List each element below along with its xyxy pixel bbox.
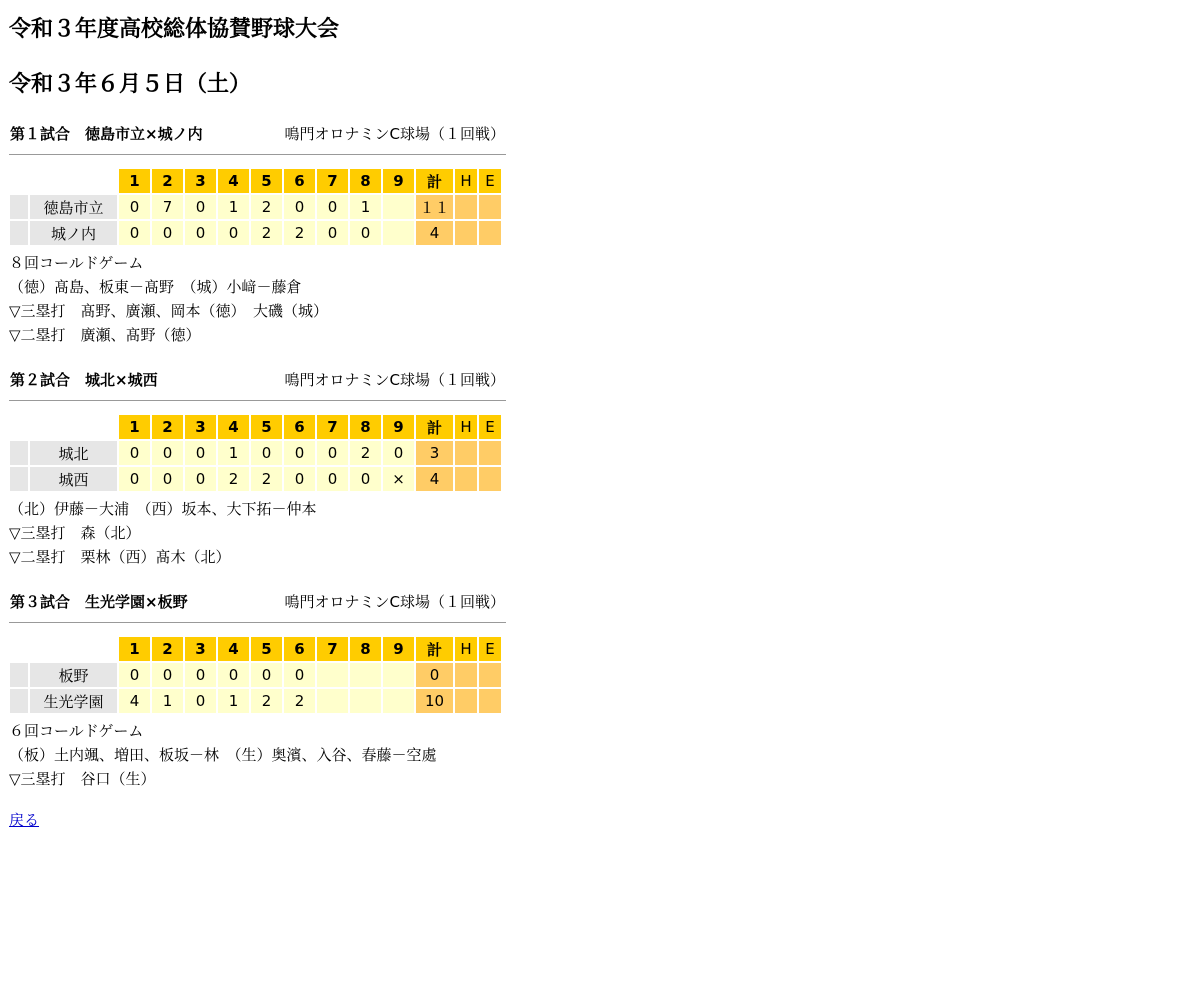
inning-score: 1 [218,195,249,219]
inning-score: 0 [119,441,150,465]
inning-score: 0 [185,467,216,491]
inning-score: 0 [185,221,216,245]
header-cell: 6 [284,415,315,439]
note-line: ８回コールドゲーム [9,254,144,272]
header-cell: H [455,169,477,193]
header-cell: 4 [218,415,249,439]
inning-score: 2 [251,195,282,219]
inning-score: 0 [350,221,381,245]
game-title: 第２試合 城北×城西 [10,371,158,389]
game-notes [9,719,506,791]
game-notes [9,497,506,569]
inning-score: 2 [218,467,249,491]
errors-cell [479,221,501,245]
header-cell: 計 [416,637,453,661]
inning-score: 0 [119,221,150,245]
inning-score: 7 [152,195,183,219]
inning-score: × [383,467,414,491]
row-marker [10,689,28,713]
scoreboard-table [8,635,503,715]
total-runs: 3 [416,441,453,465]
header-cell: 4 [218,637,249,661]
header-cell: 2 [152,169,183,193]
note-line: ▽二塁打 廣瀬、髙野（徳） [9,326,201,344]
inning-score: 2 [350,441,381,465]
header-cell: 8 [350,415,381,439]
back-link[interactable]: 戻る [9,811,40,829]
team-name: 城ノ内 [30,221,117,245]
header-cell: 7 [317,637,348,661]
header-cell: 7 [317,415,348,439]
header-cell: 7 [317,169,348,193]
inning-score: 0 [152,441,183,465]
team-name: 徳島市立 [30,195,117,219]
inning-score: 1 [218,441,249,465]
team-name: 生光学園 [30,689,117,713]
inning-score: 0 [251,441,282,465]
team-name: 城西 [30,467,117,491]
inning-score: 2 [251,689,282,713]
game-section [9,592,506,791]
inning-score: 0 [185,441,216,465]
game-section [9,124,506,347]
inning-score: 1 [152,689,183,713]
scoreboard-header-row [10,169,501,193]
inning-score: 0 [317,195,348,219]
team-name: 板野 [30,663,117,687]
scoreboard-row [10,441,501,465]
inning-score: 0 [284,195,315,219]
inning-score: 0 [218,663,249,687]
inning-score: 0 [185,689,216,713]
blank-cell [10,415,28,439]
inning-score: 0 [185,663,216,687]
header-cell: 8 [350,637,381,661]
inning-score: 0 [350,467,381,491]
scoreboard-table [8,413,503,493]
errors-cell [479,663,501,687]
scoreboard-row [10,221,501,245]
inning-score: 0 [119,663,150,687]
inning-score: 2 [251,221,282,245]
inning-score: 0 [152,467,183,491]
blank-cell [30,415,117,439]
inning-score: 0 [284,467,315,491]
game-venue: 鳴門オロナミンC球場（１回戦） [284,371,505,389]
game-venue: 鳴門オロナミンC球場（１回戦） [284,593,505,611]
games-container [9,124,1191,791]
team-name: 城北 [30,441,117,465]
header-cell: 3 [185,169,216,193]
header-cell: 3 [185,637,216,661]
total-runs: 4 [416,221,453,245]
header-cell: E [479,169,501,193]
inning-score: 0 [317,221,348,245]
inning-score [317,663,348,687]
divider [9,622,506,623]
header-cell: E [479,415,501,439]
row-marker [10,221,28,245]
inning-score: 2 [284,221,315,245]
header-cell: 1 [119,637,150,661]
inning-score: 2 [251,467,282,491]
scoreboard-header-row [10,637,501,661]
header-cell: 計 [416,169,453,193]
header-cell: 1 [119,415,150,439]
inning-score [383,221,414,245]
inning-score: 1 [218,689,249,713]
inning-score: 0 [218,221,249,245]
total-runs: １１ [416,195,453,219]
game-title: 第３試合 生光学園×板野 [10,593,188,611]
blank-cell [10,637,28,661]
scoreboard-row [10,689,501,713]
note-line: ▽三塁打 髙野、廣瀬、岡本（徳） 大磯（城） [9,302,329,320]
note-line: ▽二塁打 栗林（西）髙木（北） [9,548,231,566]
header-cell: H [455,415,477,439]
note-line: ６回コールドゲーム [9,722,144,740]
inning-score: 0 [317,441,348,465]
header-cell: 5 [251,637,282,661]
inning-score: 0 [152,663,183,687]
row-marker [10,441,28,465]
row-marker [10,467,28,491]
header-cell: 2 [152,415,183,439]
page-title: 令和３年度高校総体協賛野球大会 [9,17,340,42]
inning-score: 2 [284,689,315,713]
header-cell: 6 [284,637,315,661]
inning-score: 0 [119,467,150,491]
inning-score: 0 [383,441,414,465]
game-header [9,124,506,144]
header-cell: 8 [350,169,381,193]
inning-score: 0 [152,221,183,245]
total-runs: 4 [416,467,453,491]
hits-cell [455,663,477,687]
note-line: ▽三塁打 森（北） [9,524,141,542]
game-date: 令和３年６月５日（土） [9,72,252,97]
hits-cell [455,195,477,219]
hits-cell [455,221,477,245]
inning-score [383,195,414,219]
header-cell: 6 [284,169,315,193]
row-marker [10,195,28,219]
inning-score [317,689,348,713]
game-notes [9,251,506,347]
inning-score: 0 [317,467,348,491]
total-runs: 10 [416,689,453,713]
game-title: 第１試合 徳島市立×城ノ内 [10,125,203,143]
scoreboard-header-row [10,415,501,439]
header-cell: 9 [383,415,414,439]
errors-cell [479,195,501,219]
row-marker [10,663,28,687]
blank-cell [30,637,117,661]
header-cell: 計 [416,415,453,439]
total-runs: 0 [416,663,453,687]
header-cell: 2 [152,637,183,661]
game-section [9,370,506,569]
header-cell: 1 [119,169,150,193]
game-venue: 鳴門オロナミンC球場（１回戦） [284,125,505,143]
inning-score: 0 [284,663,315,687]
hits-cell [455,467,477,491]
header-cell: 3 [185,415,216,439]
inning-score [350,663,381,687]
inning-score [383,689,414,713]
header-cell: 5 [251,415,282,439]
header-cell: E [479,637,501,661]
game-header [9,592,506,612]
hits-cell [455,689,477,713]
header-cell: 9 [383,169,414,193]
inning-score: 0 [119,195,150,219]
note-line: （北）伊藤－大浦 （西）坂本、大下拓－仲本 [9,500,317,518]
scoreboard-row [10,663,501,687]
inning-score [383,663,414,687]
game-header [9,370,506,390]
header-cell: H [455,637,477,661]
divider [9,154,506,155]
note-line: （徳）髙島、板東－髙野 （城）小﨑－藤倉 [9,278,302,296]
scoreboard-row [10,467,501,491]
scoreboard-table [8,167,503,247]
inning-score [350,689,381,713]
inning-score: 0 [251,663,282,687]
inning-score: 1 [350,195,381,219]
errors-cell [479,441,501,465]
scoreboard-row [10,195,501,219]
note-line: ▽三塁打 谷口（生） [9,770,156,788]
note-line: （板）土内颯、増田、板坂－林 （生）奥濱、入谷、春藤－空處 [9,746,437,764]
divider [9,400,506,401]
header-cell: 9 [383,637,414,661]
hits-cell [455,441,477,465]
blank-cell [10,169,28,193]
inning-score: 4 [119,689,150,713]
errors-cell [479,467,501,491]
header-cell: 5 [251,169,282,193]
header-cell: 4 [218,169,249,193]
errors-cell [479,689,501,713]
inning-score: 0 [185,195,216,219]
inning-score: 0 [284,441,315,465]
blank-cell [30,169,117,193]
